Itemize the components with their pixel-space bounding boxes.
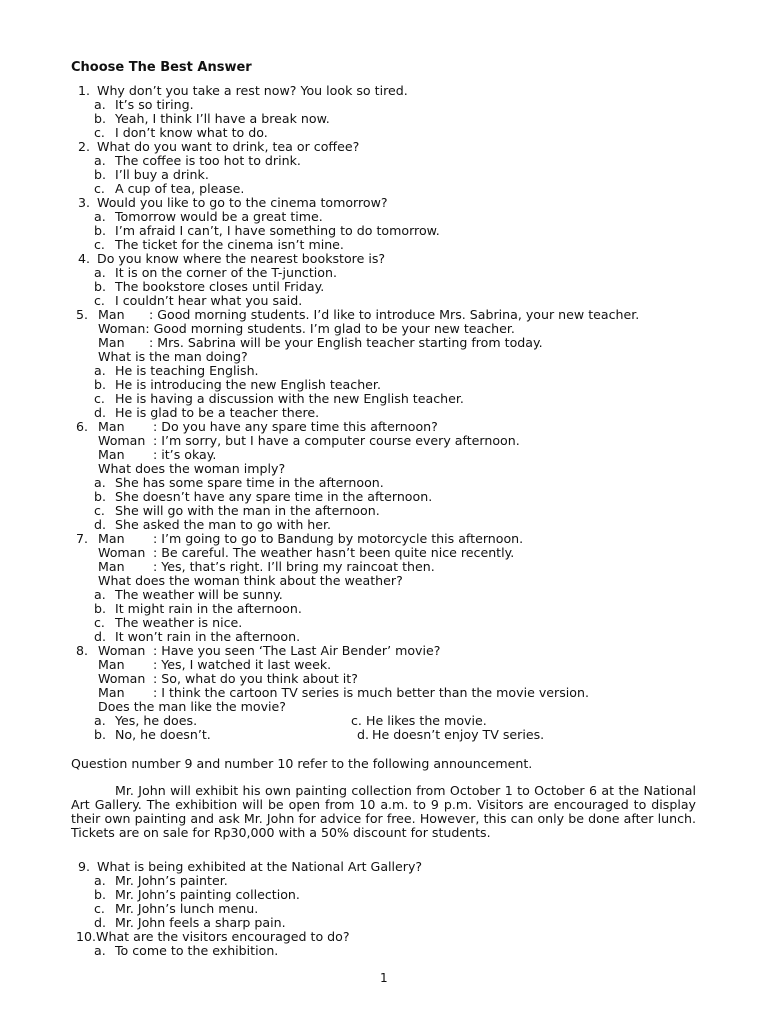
option-letter: d. <box>94 629 106 644</box>
question-text: What are the visitors encouraged to do? <box>96 929 350 944</box>
option <box>94 154 301 168</box>
option-text: She asked the man to go with her. <box>115 517 332 532</box>
dialogue-line <box>98 560 435 574</box>
option-text: To come to the exhibition. <box>115 943 279 958</box>
question-text: What do you want to drink, tea or coffee? <box>97 139 360 154</box>
option-text: She will go with the man in the afternoon. <box>115 503 380 518</box>
dialogue-text: Be careful. The weather hasn’t been quite nice recently. <box>161 545 515 560</box>
option-letter: a. <box>94 587 106 602</box>
option <box>94 224 440 238</box>
option-text: He is glad to be a teacher there. <box>115 405 320 420</box>
option <box>94 944 278 958</box>
option-letter: b. <box>94 223 106 238</box>
dialogue-text: I’m sorry, but I have a computer course every afternoon. <box>161 433 520 448</box>
option <box>94 902 258 916</box>
option-text: Mr. John’s painting collection. <box>115 887 300 902</box>
option-text: The bookstore closes until Friday. <box>115 279 325 294</box>
dialogue-text: Good morning students. I’m glad to be your new teacher. <box>153 321 515 336</box>
dialogue-line <box>98 322 515 336</box>
speaker-separator: : <box>153 447 162 462</box>
dialogue-text: I’m going to go to Bandung by motorcycle this afternoon. <box>161 531 524 546</box>
option <box>94 294 302 308</box>
option-text: The coffee is too hot to drink. <box>115 153 301 168</box>
speaker: Man <box>98 657 125 672</box>
option-letter: b. <box>94 279 106 294</box>
option <box>94 98 194 112</box>
option-text: Mr. John’s lunch menu. <box>115 901 259 916</box>
question-6 <box>76 420 438 434</box>
option-text: She has some spare time in the afternoon. <box>115 475 384 490</box>
question-number: 2. <box>78 139 91 154</box>
option-letter: a. <box>94 97 106 112</box>
speaker-separator: : <box>153 531 162 546</box>
speaker: Woman <box>98 643 146 658</box>
speaker-separator: : <box>153 685 162 700</box>
option-text: Mr. John’s painter. <box>115 873 228 888</box>
option <box>94 210 323 224</box>
option-letter: b. <box>94 887 106 902</box>
option-letter: a. <box>94 209 106 224</box>
option-text: Tomorrow would be a great time. <box>115 209 323 224</box>
option-text: He is teaching English. <box>115 363 259 378</box>
speaker-separator: : <box>153 643 162 658</box>
option-letter: a. <box>94 713 106 728</box>
dialogue-text: Yes, that’s right. I’ll bring my raincoat then. <box>161 559 435 574</box>
option <box>94 266 337 280</box>
speaker: Woman <box>98 321 146 336</box>
dialogue-line <box>98 434 520 448</box>
dialogue-text: it’s okay. <box>161 447 217 462</box>
question-prompt: What does the woman imply? <box>98 461 286 476</box>
speaker-separator: : <box>149 335 158 350</box>
speaker: Man <box>98 531 125 546</box>
option-text: I’m afraid I can’t, I have something to do tomorrow. <box>115 223 440 238</box>
speaker-separator: : <box>145 321 154 336</box>
option-letter: a. <box>94 363 106 378</box>
option <box>94 916 286 930</box>
page-number: 1 <box>380 971 388 985</box>
option-letter: c. <box>351 713 362 728</box>
speaker: Man <box>98 307 125 322</box>
speaker: Man <box>98 559 125 574</box>
question-9 <box>78 860 422 874</box>
dialogue-text: Yes, I watched it last week. <box>161 657 332 672</box>
question-5 <box>76 308 639 322</box>
speaker-separator: : <box>153 671 162 686</box>
speaker: Woman <box>98 671 146 686</box>
question-2 <box>78 140 359 154</box>
option-text: It’s so tiring. <box>115 97 194 112</box>
question-10 <box>76 930 350 944</box>
speaker-separator: : <box>153 433 162 448</box>
question-1 <box>78 84 408 98</box>
option <box>94 238 344 252</box>
option <box>94 602 302 616</box>
question-text: Why don’t you take a rest now? You look so tired. <box>97 83 408 98</box>
option-letter: c. <box>94 181 105 196</box>
option-text: He is introducing the new English teacher. <box>115 377 381 392</box>
option-text: I’ll buy a drink. <box>115 167 209 182</box>
option-letter: b. <box>94 727 106 742</box>
option-text: It won’t rain in the afternoon. <box>115 629 301 644</box>
option <box>94 476 384 490</box>
dialogue-text: So, what do you think about it? <box>161 671 358 686</box>
option <box>94 504 380 518</box>
question-number: 10. <box>76 929 97 944</box>
option-text: The weather is nice. <box>115 615 243 630</box>
option-letter: a. <box>94 943 106 958</box>
option-text: I couldn’t hear what you said. <box>115 293 303 308</box>
option <box>94 874 228 888</box>
option-text: A cup of tea, please. <box>115 181 245 196</box>
speaker: Man <box>98 685 125 700</box>
speaker-separator: : <box>153 545 162 560</box>
speaker-separator: : <box>153 657 162 672</box>
option-letter: a. <box>94 475 106 490</box>
option-letter: a. <box>94 873 106 888</box>
dialogue-line <box>98 546 514 560</box>
option-letter: b. <box>94 377 106 392</box>
option-text: I don’t know what to do. <box>115 125 268 140</box>
dialogue-text: Do you have any spare time this afternoon? <box>161 419 438 434</box>
option <box>94 378 381 392</box>
speaker: Woman <box>98 545 146 560</box>
question-number: 6. <box>76 419 89 434</box>
option-letter: b. <box>94 167 106 182</box>
question-number: 9. <box>78 859 91 874</box>
question-text: What is being exhibited at the National Art Gallery? <box>97 859 423 874</box>
dialogue-text: Mrs. Sabrina will be your English teacher starting from today. <box>157 335 543 350</box>
question-number: 4. <box>78 251 91 266</box>
dialogue-text: Have you seen ‘The Last Air Bender’ movie? <box>161 643 441 658</box>
dialogue-line <box>98 336 543 350</box>
option <box>94 112 330 126</box>
option-letter: c. <box>94 293 105 308</box>
option <box>351 714 487 728</box>
question-8 <box>76 644 440 658</box>
question-3 <box>78 196 388 210</box>
option <box>94 714 197 728</box>
option-letter: a. <box>94 153 106 168</box>
option <box>94 630 300 644</box>
option-text: Yeah, I think I’ll have a break now. <box>115 111 330 126</box>
option-text: She doesn’t have any spare time in the afternoon. <box>115 489 433 504</box>
question-number: 3. <box>78 195 91 210</box>
option <box>94 728 211 742</box>
option-letter: b. <box>94 111 106 126</box>
option-text: Yes, he does. <box>115 713 198 728</box>
option <box>94 182 244 196</box>
question-number: 1. <box>78 83 91 98</box>
option-letter: c. <box>94 237 105 252</box>
dialogue-line <box>98 672 358 686</box>
option-letter: c. <box>94 125 105 140</box>
option <box>357 728 544 742</box>
option <box>94 126 268 140</box>
option-letter: c. <box>94 391 105 406</box>
dialogue-line <box>98 686 589 700</box>
option-text: It might rain in the afternoon. <box>115 601 302 616</box>
speaker: Man <box>98 419 125 434</box>
option-letter: c. <box>94 615 105 630</box>
question-number: 8. <box>76 643 89 658</box>
question-text: Would you like to go to the cinema tomorrow? <box>97 195 388 210</box>
option-letter: c. <box>94 503 105 518</box>
question-prompt: What does the woman think about the weather? <box>98 573 403 588</box>
reference-line: Question number 9 and number 10 refer to the following announcement. <box>71 756 533 771</box>
question-number: 7. <box>76 531 89 546</box>
option-letter: d. <box>94 405 106 420</box>
option <box>94 888 300 902</box>
option <box>94 518 331 532</box>
option-text: No, he doesn’t. <box>115 727 211 742</box>
dialogue-text: I think the cartoon TV series is much better than the movie version. <box>161 685 589 700</box>
option-letter: a. <box>94 265 106 280</box>
speaker: Man <box>98 335 125 350</box>
option-text: The weather will be sunny. <box>115 587 283 602</box>
option <box>94 588 283 602</box>
option-letter: b. <box>94 601 106 616</box>
option <box>94 280 324 294</box>
option-text: He likes the movie. <box>366 713 487 728</box>
question-prompt: Does the man like the movie? <box>98 699 286 714</box>
dialogue-text: Good morning students. I’d like to introduce Mrs. Sabrina, your new teacher. <box>157 307 640 322</box>
option <box>94 490 432 504</box>
option-letter: d. <box>357 727 369 742</box>
option-letter: d. <box>94 915 106 930</box>
question-number: 5. <box>76 307 89 322</box>
speaker: Man <box>98 447 125 462</box>
speaker: Woman <box>98 433 146 448</box>
question-prompt: What is the man doing? <box>98 349 248 364</box>
question-7 <box>76 532 523 546</box>
option-text: Mr. John feels a sharp pain. <box>115 915 286 930</box>
page-title: Choose The Best Answer <box>71 60 252 75</box>
option-text: He doesn’t enjoy TV series. <box>372 727 545 742</box>
option-text: The ticket for the cinema isn’t mine. <box>115 237 344 252</box>
speaker-separator: : <box>153 419 162 434</box>
option-text: He is having a discussion with the new English teacher. <box>115 391 464 406</box>
option-text: It is on the corner of the T-junction. <box>115 265 337 280</box>
option-letter: b. <box>94 489 106 504</box>
option <box>94 364 259 378</box>
dialogue-line <box>98 658 331 672</box>
option <box>94 616 242 630</box>
option-letter: c. <box>94 901 105 916</box>
announcement-paragraph: Mr. John will exhibit his own painting collection from October 1 to October 6 at the National Art Gallery. The exhibition will be open from 10 a.m. to 9 p.m. Visitors are encouraged to display their own painting and ask Mr. John for advice for free. However, this can only be done after lunch. Tickets are on sale for Rp30,000 with a 50% discount for students. <box>71 783 696 840</box>
speaker-separator: : <box>149 307 158 322</box>
question-text: Do you know where the nearest bookstore is? <box>97 251 386 266</box>
option <box>94 406 319 420</box>
speaker-separator: : <box>153 559 162 574</box>
dialogue-line <box>98 448 216 462</box>
question-4 <box>78 252 385 266</box>
option-letter: d. <box>94 517 106 532</box>
option <box>94 168 209 182</box>
option <box>94 392 464 406</box>
